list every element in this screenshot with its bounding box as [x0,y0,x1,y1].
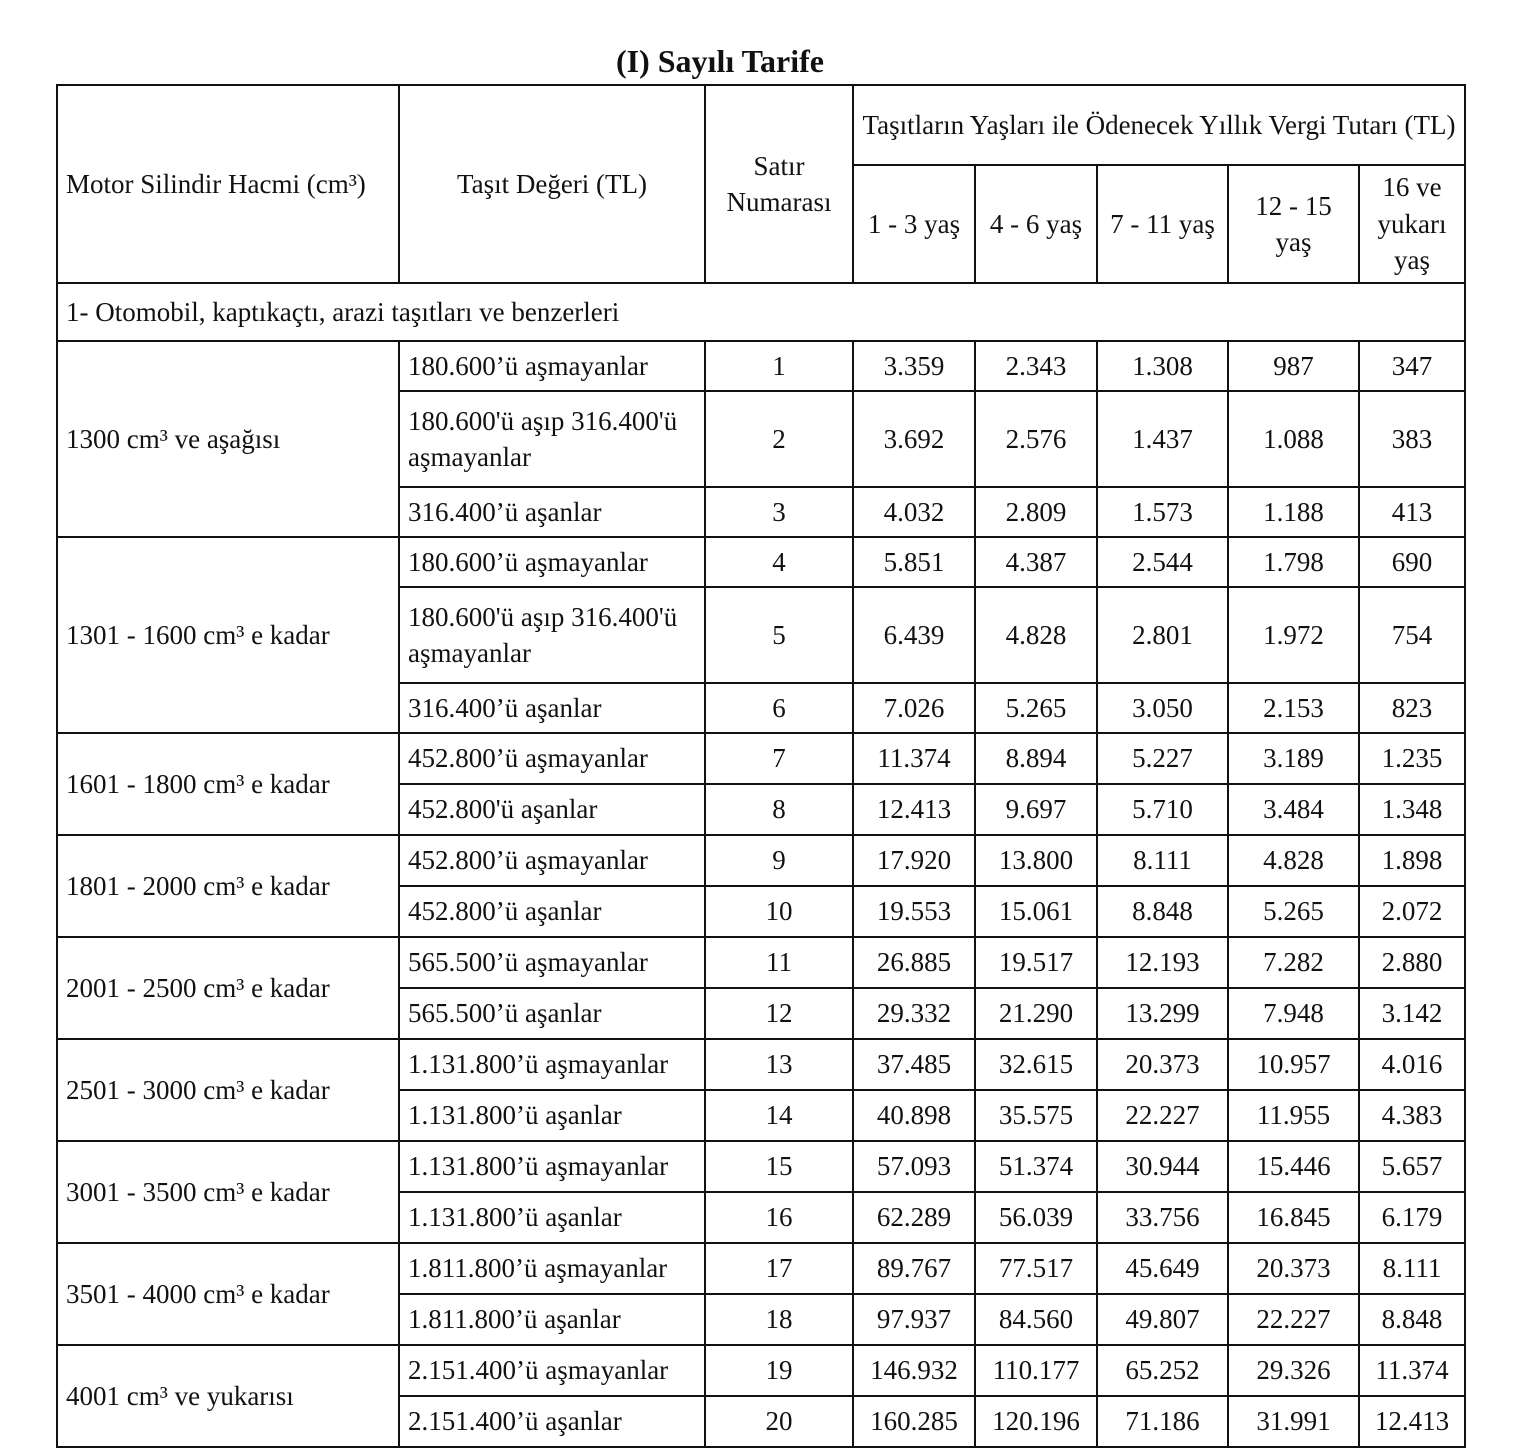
table-row [57,1243,1465,1294]
tax-amount-cell: 11.374 [1359,1345,1465,1396]
tax-amount-cell: 8.894 [975,733,1097,784]
tax-amount-cell: 12.193 [1097,937,1228,988]
tax-amount-cell: 823 [1359,683,1465,733]
tax-amount-cell: 1.972 [1228,587,1359,683]
vehicle-value-cell: 2.151.400’ü aşanlar [399,1396,705,1447]
row-number-cell: 13 [705,1039,853,1090]
vehicle-value-cell: 1.811.800’ü aşanlar [399,1294,705,1345]
tax-amount-cell: 2.343 [975,341,1097,391]
row-number-cell: 17 [705,1243,853,1294]
tax-amount-cell: 56.039 [975,1192,1097,1243]
tax-amount-cell: 1.898 [1359,835,1465,886]
row-number-cell: 9 [705,835,853,886]
tax-amount-cell: 29.326 [1228,1345,1359,1396]
table-row [57,937,1465,988]
tax-amount-cell: 29.332 [853,988,975,1039]
tax-amount-cell: 3.050 [1097,683,1228,733]
vehicle-value-cell: 452.800’ü aşmayanlar [399,733,705,784]
tax-amount-cell: 1.088 [1228,391,1359,487]
tax-amount-cell: 31.991 [1228,1396,1359,1447]
tax-amount-cell: 347 [1359,341,1465,391]
tax-amount-cell: 97.937 [853,1294,975,1345]
tax-amount-cell: 16.845 [1228,1192,1359,1243]
engine-capacity-cell: 1301 - 1600 cm³ e kadar [57,537,399,733]
tax-amount-cell: 62.289 [853,1192,975,1243]
table-row [57,537,1465,587]
tax-amount-cell: 3.692 [853,391,975,487]
tax-amount-cell: 2.072 [1359,886,1465,937]
tax-amount-cell: 160.285 [853,1396,975,1447]
tax-amount-cell: 40.898 [853,1090,975,1141]
header-row-number: Satır Numarası [705,85,853,283]
tax-amount-cell: 383 [1359,391,1465,487]
header-age-4: 12 - 15 yaş [1228,165,1359,283]
row-number-cell: 1 [705,341,853,391]
tax-amount-cell: 3.189 [1228,733,1359,784]
vehicle-value-cell: 180.600'ü aşıp 316.400'ü aşmayanlar [399,391,705,487]
tax-amount-cell: 2.153 [1228,683,1359,733]
tax-amount-cell: 8.848 [1097,886,1228,937]
page-title: (I) Sayılı Tarife [615,43,824,79]
tax-amount-cell: 1.348 [1359,784,1465,835]
tax-amount-cell: 3.359 [853,341,975,391]
tax-amount-cell: 5.265 [1228,886,1359,937]
tax-amount-cell: 22.227 [1097,1090,1228,1141]
tax-amount-cell: 4.383 [1359,1090,1465,1141]
tax-amount-cell: 11.955 [1228,1090,1359,1141]
vehicle-value-cell: 1.131.800’ü aşanlar [399,1090,705,1141]
tax-amount-cell: 4.387 [975,537,1097,587]
tax-amount-cell: 20.373 [1228,1243,1359,1294]
vehicle-value-cell: 452.800'ü aşanlar [399,784,705,835]
tax-amount-cell: 26.885 [853,937,975,988]
tax-amount-cell: 2.544 [1097,537,1228,587]
table-body [57,283,1465,1447]
row-number-cell: 10 [705,886,853,937]
engine-capacity-cell: 1801 - 2000 cm³ e kadar [57,835,399,937]
tax-amount-cell: 33.756 [1097,1192,1228,1243]
tax-amount-cell: 35.575 [975,1090,1097,1141]
tax-amount-cell: 12.413 [853,784,975,835]
tax-amount-cell: 3.484 [1228,784,1359,835]
engine-capacity-cell: 3501 - 4000 cm³ e kadar [57,1243,399,1345]
tax-amount-cell: 6.439 [853,587,975,683]
row-number-cell: 14 [705,1090,853,1141]
tax-amount-cell: 413 [1359,487,1465,537]
tax-amount-cell: 12.413 [1359,1396,1465,1447]
vehicle-value-cell: 565.500’ü aşanlar [399,988,705,1039]
tax-amount-cell: 4.828 [1228,835,1359,886]
row-number-cell: 19 [705,1345,853,1396]
row-number-cell: 16 [705,1192,853,1243]
tax-amount-cell: 4.032 [853,487,975,537]
row-number-cell: 3 [705,487,853,537]
tax-amount-cell: 8.111 [1359,1243,1465,1294]
tax-amount-cell: 1.308 [1097,341,1228,391]
tax-amount-cell: 4.828 [975,587,1097,683]
tax-amount-cell: 20.373 [1097,1039,1228,1090]
row-number-cell: 2 [705,391,853,487]
row-number-cell: 20 [705,1396,853,1447]
vehicle-value-cell: 1.131.800’ü aşmayanlar [399,1141,705,1192]
tax-amount-cell: 1.235 [1359,733,1465,784]
table-row [57,1345,1465,1396]
vehicle-value-cell: 452.800’ü aşanlar [399,886,705,937]
table-header [57,85,1465,283]
row-number-cell: 5 [705,587,853,683]
tax-amount-cell: 32.615 [975,1039,1097,1090]
header-engine: Motor Silindir Hacmi (cm³) [57,85,399,283]
table-row [57,341,1465,391]
header-age-2: 4 - 6 yaş [975,165,1097,283]
tax-amount-cell: 30.944 [1097,1141,1228,1192]
tax-amount-cell: 8.111 [1097,835,1228,886]
tax-amount-cell: 45.649 [1097,1243,1228,1294]
vehicle-value-cell: 180.600’ü aşmayanlar [399,537,705,587]
row-number-cell: 7 [705,733,853,784]
row-number-cell: 6 [705,683,853,733]
row-number-cell: 4 [705,537,853,587]
engine-capacity-cell: 1601 - 1800 cm³ e kadar [57,733,399,835]
tax-amount-cell: 6.179 [1359,1192,1465,1243]
header-tax-group: Taşıtların Yaşları ile Ödenecek Yıllık Vergi Tutarı (TL) [853,85,1465,165]
tax-amount-cell: 987 [1228,341,1359,391]
tax-amount-cell: 5.227 [1097,733,1228,784]
vehicle-value-cell: 316.400’ü aşanlar [399,683,705,733]
vehicle-value-cell: 1.131.800’ü aşmayanlar [399,1039,705,1090]
engine-capacity-cell: 3001 - 3500 cm³ e kadar [57,1141,399,1243]
tax-amount-cell: 2.809 [975,487,1097,537]
header-value: Taşıt Değeri (TL) [399,85,705,283]
table-row [57,733,1465,784]
tax-amount-cell: 7.026 [853,683,975,733]
tax-amount-cell: 89.767 [853,1243,975,1294]
engine-capacity-cell: 2501 - 3000 cm³ e kadar [57,1039,399,1141]
tax-amount-cell: 110.177 [975,1345,1097,1396]
row-number-cell: 15 [705,1141,853,1192]
tax-amount-cell: 15.061 [975,886,1097,937]
tax-amount-cell: 49.807 [1097,1294,1228,1345]
row-number-cell: 8 [705,784,853,835]
vehicle-value-cell: 1.131.800’ü aşanlar [399,1192,705,1243]
vehicle-value-cell: 452.800’ü aşmayanlar [399,835,705,886]
vehicle-value-cell: 180.600’ü aşmayanlar [399,341,705,391]
tax-amount-cell: 2.801 [1097,587,1228,683]
tax-amount-cell: 37.485 [853,1039,975,1090]
tax-amount-cell: 57.093 [853,1141,975,1192]
section-label: 1- Otomobil, kaptıkaçtı, arazi taşıtları ve benzerleri [57,283,1465,341]
tax-amount-cell: 10.957 [1228,1039,1359,1090]
vehicle-value-cell: 565.500’ü aşmayanlar [399,937,705,988]
tax-amount-cell: 65.252 [1097,1345,1228,1396]
tax-amount-cell: 19.517 [975,937,1097,988]
tax-amount-cell: 51.374 [975,1141,1097,1192]
tax-amount-cell: 13.800 [975,835,1097,886]
tax-amount-cell: 754 [1359,587,1465,683]
tax-amount-cell: 22.227 [1228,1294,1359,1345]
tax-amount-cell: 8.848 [1359,1294,1465,1345]
row-number-cell: 12 [705,988,853,1039]
tax-amount-cell: 5.657 [1359,1141,1465,1192]
vehicle-value-cell: 2.151.400’ü aşmayanlar [399,1345,705,1396]
tax-amount-cell: 690 [1359,537,1465,587]
row-number-cell: 18 [705,1294,853,1345]
engine-capacity-cell: 4001 cm³ ve yukarısı [57,1345,399,1447]
tax-amount-cell: 120.196 [975,1396,1097,1447]
tax-amount-cell: 84.560 [975,1294,1097,1345]
tax-amount-cell: 17.920 [853,835,975,886]
vehicle-value-cell: 1.811.800’ü aşmayanlar [399,1243,705,1294]
tax-amount-cell: 11.374 [853,733,975,784]
tax-amount-cell: 15.446 [1228,1141,1359,1192]
engine-capacity-cell: 2001 - 2500 cm³ e kadar [57,937,399,1039]
tax-amount-cell: 13.299 [1097,988,1228,1039]
vehicle-value-cell: 180.600'ü aşıp 316.400'ü aşmayanlar [399,587,705,683]
tax-amount-cell: 5.851 [853,537,975,587]
header-age-5: 16 ve yukarı yaş [1359,165,1465,283]
table-row [57,1039,1465,1090]
tax-amount-cell: 5.265 [975,683,1097,733]
header-age-1: 1 - 3 yaş [853,165,975,283]
tax-amount-cell: 1.573 [1097,487,1228,537]
tax-amount-cell: 7.282 [1228,937,1359,988]
vehicle-value-cell: 316.400’ü aşanlar [399,487,705,537]
header-age-3: 7 - 11 yaş [1097,165,1228,283]
tax-amount-cell: 4.016 [1359,1039,1465,1090]
tax-amount-cell: 2.576 [975,391,1097,487]
tax-amount-cell: 19.553 [853,886,975,937]
tax-amount-cell: 146.932 [853,1345,975,1396]
tax-amount-cell: 2.880 [1359,937,1465,988]
tax-amount-cell: 71.186 [1097,1396,1228,1447]
tax-amount-cell: 3.142 [1359,988,1465,1039]
tax-amount-cell: 1.798 [1228,537,1359,587]
table-row [57,835,1465,886]
tax-amount-cell: 1.188 [1228,487,1359,537]
table-row [57,1141,1465,1192]
tax-amount-cell: 77.517 [975,1243,1097,1294]
tax-amount-cell: 5.710 [1097,784,1228,835]
tax-amount-cell: 7.948 [1228,988,1359,1039]
tax-amount-cell: 21.290 [975,988,1097,1039]
tariff-table [56,84,1466,1448]
engine-capacity-cell: 1300 cm³ ve aşağısı [57,341,399,537]
section-row [57,283,1465,341]
tax-amount-cell: 1.437 [1097,391,1228,487]
tax-amount-cell: 9.697 [975,784,1097,835]
row-number-cell: 11 [705,937,853,988]
